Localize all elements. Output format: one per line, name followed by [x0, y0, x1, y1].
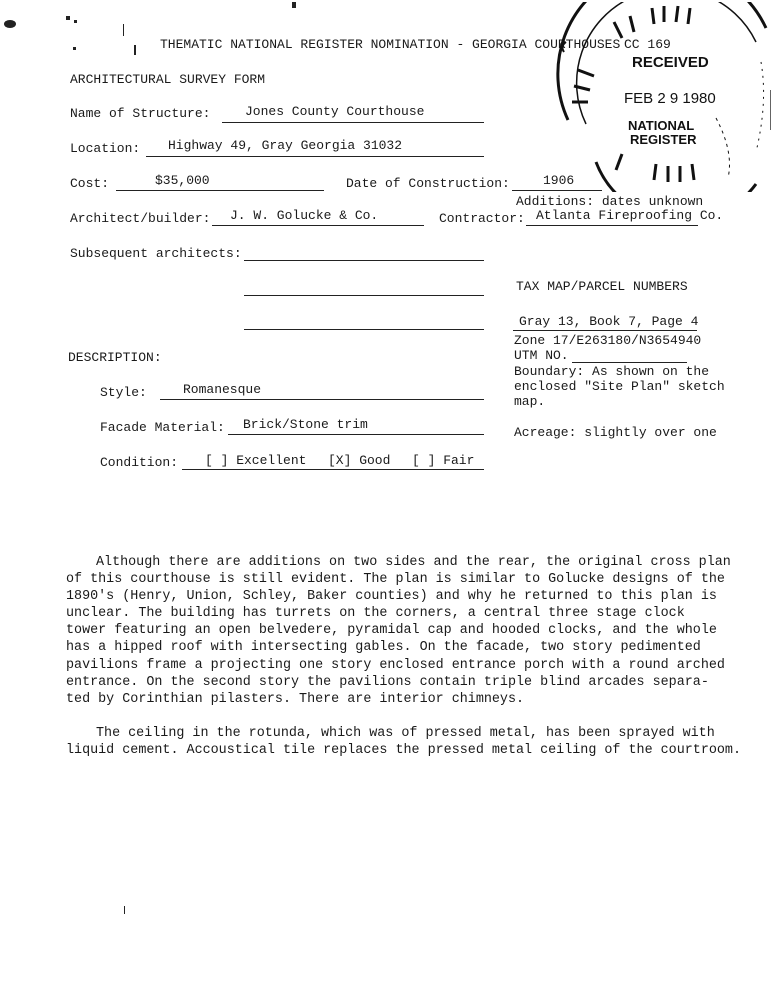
stamp-received: RECEIVED	[632, 54, 709, 71]
paragraph-line: entrance. On the second story the pavilions contain triple blind arcades separa-	[66, 674, 709, 690]
paragraph-line: Although there are additions on two sides and the rear, the original cross plan	[96, 555, 731, 570]
location-value: Highway 49, Gray Georgia 31032	[168, 138, 403, 153]
style-underline	[160, 399, 484, 400]
scan-speck	[4, 20, 16, 28]
location-underline	[146, 156, 484, 157]
form-title: ARCHITECTURAL SURVEY FORM	[70, 72, 266, 87]
stamp-register: REGISTER	[630, 132, 697, 147]
condition-good: [X] Good	[328, 453, 391, 468]
paragraph-line: The ceiling in the rotunda, which was of pressed metal, has been sprayed with	[96, 726, 715, 741]
subsequent-line-1	[244, 260, 484, 261]
boundary-line-1: Boundary: As shown on the	[514, 364, 710, 379]
boundary-line-2: enclosed "Site Plan" sketch	[514, 379, 725, 394]
stamp-national: NATIONAL	[628, 118, 695, 133]
subsequent-line-2	[244, 295, 484, 296]
architect-label: Architect/builder:	[70, 211, 211, 226]
date-underline	[512, 190, 602, 191]
parcel-underline	[513, 330, 697, 331]
additions-note: Additions: dates unknown	[516, 194, 704, 209]
condition-excellent: [ ] Excellent	[205, 453, 307, 468]
document-title: THEMATIC NATIONAL REGISTER NOMINATION - GEORGIA COURTHOUSES	[160, 37, 621, 52]
utm-underline	[572, 362, 687, 363]
scan-speck	[73, 47, 76, 50]
description-paragraph-2	[66, 725, 741, 759]
condition-label: Condition:	[100, 455, 179, 470]
acreage: Acreage: slightly over one	[514, 425, 717, 440]
scan-speck	[66, 16, 70, 20]
paragraph-line: unclear. The building has turrets on the corners, a central three stage clock	[66, 606, 685, 622]
description-label: DESCRIPTION:	[68, 350, 162, 365]
date-label: Date of Construction:	[346, 176, 510, 191]
scan-speck	[74, 20, 77, 23]
paragraph-line: 1890's (Henry, Union, Schley, Baker counties) and why he returned to this plan is	[66, 589, 717, 605]
cost-underline	[116, 190, 324, 191]
tax-header: TAX MAP/PARCEL NUMBERS	[516, 279, 688, 294]
name-underline	[222, 122, 484, 123]
scan-speck	[134, 45, 136, 55]
zone-value: Zone 17/E263180/N3654940	[514, 333, 702, 348]
name-label: Name of Structure:	[70, 106, 211, 121]
document-code: CC 169	[624, 37, 671, 52]
style-value: Romanesque	[183, 382, 262, 397]
parcel-value: Gray 13, Book 7, Page 4	[519, 314, 699, 329]
paragraph-line: pavilions frame a projecting one story enclosed entrance porch with a round arched	[66, 657, 725, 673]
facade-value: Brick/Stone trim	[243, 417, 368, 432]
scan-speck	[124, 906, 125, 914]
contractor-label: Contractor:	[439, 211, 525, 226]
paragraph-line: tower featuring an open belvedere, pyramidal cap and hooded clocks, and the whole	[66, 623, 717, 639]
scan-speck	[292, 2, 296, 8]
contractor-underline	[526, 225, 698, 226]
name-value: Jones County Courthouse	[245, 104, 425, 119]
date-value: 1906	[543, 173, 575, 188]
utm-label: UTM NO.	[514, 348, 569, 363]
cost-label: Cost:	[70, 176, 110, 191]
stamp-date: FEB 2 9 1980	[624, 90, 716, 107]
paragraph-line: liquid cement. Accoustical tile replaces the pressed metal ceiling of the courtroom.	[66, 743, 741, 759]
paragraph-line: of this courthouse is still evident. The plan is similar to Golucke designs of the	[66, 572, 725, 588]
facade-underline	[228, 434, 484, 435]
boundary-line-3: map.	[514, 394, 546, 409]
contractor-value: Atlanta Fireproofing Co.	[536, 208, 724, 223]
subsequent-line-3	[244, 329, 484, 330]
scan-speck	[123, 24, 124, 36]
condition-underline	[182, 469, 484, 470]
paragraph-line: ted by Corinthian pilasters. There are interior chimneys.	[66, 691, 525, 707]
description-paragraph-1	[66, 554, 731, 708]
architect-underline	[212, 225, 424, 226]
received-stamp	[556, 2, 777, 192]
cost-value: $35,000	[155, 173, 210, 188]
architect-value: J. W. Golucke & Co.	[230, 208, 379, 223]
condition-fair: [ ] Fair	[412, 453, 475, 468]
subsequent-label: Subsequent architects:	[70, 246, 242, 261]
location-label: Location:	[70, 141, 141, 156]
style-label: Style:	[100, 385, 147, 400]
facade-label: Facade Material:	[100, 420, 225, 435]
paragraph-line: has a hipped roof with intersecting gables. On the facade, two story pedimented	[66, 640, 701, 656]
